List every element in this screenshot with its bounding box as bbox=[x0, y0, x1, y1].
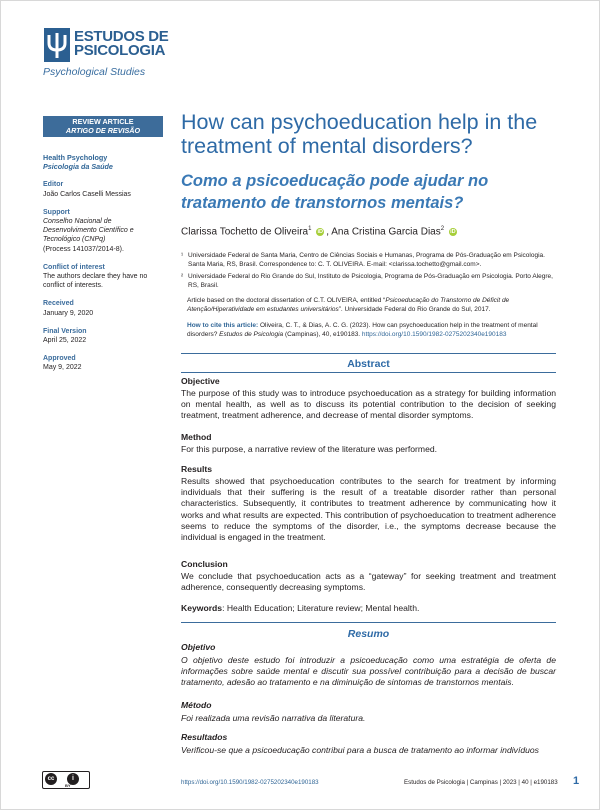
author-2-name: Ana Cristina Garcia Dias bbox=[331, 226, 441, 238]
conflict-value: The authors declare they have no conflict of interests. bbox=[43, 273, 148, 290]
attribution-icon: i bbox=[67, 773, 79, 785]
author-list: Clarissa Tochetto de Oliveira$^1$ iD , Ana Cristina Garcia Dias$^2$ iD bbox=[181, 226, 456, 238]
subject-area-pt: Psicologia da Saúde bbox=[43, 162, 113, 172]
subject-area: Health Psychology bbox=[43, 153, 108, 162]
affiliation-1 bbox=[181, 252, 557, 269]
cc-by-label: BY bbox=[65, 783, 71, 788]
objective-heading: Objective bbox=[181, 376, 220, 386]
support-value: Conselho Nacional de Desenvolvimento Científico e Tecnológico (CNPq) bbox=[43, 218, 134, 244]
affiliation-1-number: ¹ bbox=[181, 252, 184, 259]
cc-license-badge[interactable] bbox=[42, 771, 90, 789]
method-text: For this purpose, a narrative review of the literature was performed. bbox=[181, 444, 438, 454]
orcid-icon[interactable]: iD bbox=[450, 229, 456, 236]
article-type-en: REVIEW ARTICLE bbox=[72, 117, 134, 126]
objetivo-text: O objetivo deste estudo foi introduzir a psicoeducação como uma estratégia de oferta de informações sobre saúde mental e discutir sua possível contribuição para a decisão de buscar tratamento, adesão ao tratamento e na diminuição de sintomas de transtornos mentais. bbox=[181, 655, 556, 688]
note-pre: Article based on the doctoral dissertation of C.T. OLIVEIRA, entitled “ bbox=[187, 297, 386, 304]
logo-wordmark bbox=[74, 30, 204, 58]
article-type-badge bbox=[43, 116, 163, 137]
logo-line1: ESTUDOS DE bbox=[74, 28, 169, 45]
keywords bbox=[181, 603, 556, 613]
cite-label: How to cite this article: bbox=[187, 322, 259, 329]
editor-value: João Carlos Caselli Messias bbox=[43, 190, 131, 198]
psi-logo-icon bbox=[44, 28, 70, 62]
dissertation-note bbox=[187, 297, 559, 314]
metodo-heading: Método bbox=[181, 700, 212, 710]
received-date: January 9, 2020 bbox=[43, 309, 94, 317]
logo-line2: PSICOLOGIA bbox=[74, 42, 166, 59]
method-heading: Method bbox=[181, 432, 212, 442]
resultados-text: Verificou-se que a psicoeducação contribui para a busca de tratamento ao informar indivíduos bbox=[181, 745, 539, 755]
footer-doi-link[interactable]: https://doi.org/10.1590/1982-0275202340e190183 bbox=[181, 779, 319, 786]
page-number: 1 bbox=[573, 775, 580, 787]
conflict-label: Conflict of interest bbox=[43, 263, 105, 271]
metodo-text: Foi realizada uma revisão narrativa da literatura. bbox=[181, 713, 366, 723]
resultados-heading: Resultados bbox=[181, 732, 228, 742]
author-1-sup: 1 bbox=[308, 226, 312, 232]
approved-label: Approved bbox=[43, 355, 76, 363]
author-2-sup: 2 bbox=[440, 226, 445, 232]
note-post: ”. Universidade Federal do Rio Grande do Sul, 2017. bbox=[338, 305, 491, 313]
article-subtitle-pt: Como a psicoeducação pode ajudar no tratamento de transtornos mentais? bbox=[181, 172, 489, 212]
final-version-label: Final Version bbox=[43, 327, 87, 335]
support-process: (Process 141037/2014-8). bbox=[43, 245, 124, 253]
how-to-cite bbox=[187, 322, 559, 339]
editor-label: Editor bbox=[43, 181, 64, 189]
conclusion-heading: Conclusion bbox=[181, 559, 228, 569]
author-1-name: Clarissa Tochetto de Oliveira bbox=[181, 226, 309, 238]
orcid-icon[interactable]: iD bbox=[317, 229, 323, 236]
abstract-rule-top bbox=[181, 353, 556, 354]
abstract-rule-bottom bbox=[181, 372, 556, 373]
note-title: Psicoeducação do Transtorno de Déficit de Atenção/Hiperatividade em estudantes universitários bbox=[187, 297, 510, 313]
cite-doi-link[interactable]: https://doi.org/10.1590/1982-0275202340e190183 bbox=[361, 330, 507, 338]
resumo-rule bbox=[181, 622, 556, 623]
cc-icon: cc bbox=[45, 773, 57, 785]
results-text: Results showed that psychoeducation contributes to the search for treatment by informing individuals that their suffering is the result of a treatable disorder rather than personal characteristics. Subsequently, it contributes to treatment adherence by communicating how it works and what results are expected. This contribution of psychoeducation to treatment adherence seems to reduce the symptoms of the disorder, i.e., the symptoms decrease because the individual is engaged in the treatment. bbox=[181, 476, 556, 543]
affiliation-1-text: Universidade Federal de Santa Maria, Centro de Ciências Sociais e Humanas, Programa de Pós-Graduação em Psicologia. Santa Maria, RS, Brasil. Correspondence to: C. T. OLIVEIRA. E-mail: <clarissa.tochetto@gmail.com>. bbox=[188, 252, 545, 268]
affiliation-2-text: Universidade Federal do Rio Grande do Sul, Instituto de Psicologia, Programa de Pós-Graduação em Psicologia. Porto Alegre, RS, Brasil. bbox=[188, 273, 553, 289]
article-title: How can psychoeducation help in the treatment of mental disorders? bbox=[181, 110, 538, 158]
resumo-heading: Resumo bbox=[347, 628, 390, 640]
article-type-pt: ARTIGO DE REVISÃO bbox=[65, 126, 141, 135]
keywords-text: : Health Education; Literature review; Mental health. bbox=[222, 603, 420, 613]
conclusion-text: We conclude that psychoeducation acts as a “gateway” for seeking treatment and treatment adherence, consequently decreasing symptoms. bbox=[181, 571, 556, 593]
cite-journal: Estudos de Psicologia bbox=[219, 330, 284, 338]
final-version-date: April 25, 2022 bbox=[43, 337, 87, 345]
abstract-heading: Abstract bbox=[347, 358, 390, 370]
footer-journal-info: Estudos de Psicologia | Campinas | 2023 | 40 | e190183 bbox=[404, 779, 558, 786]
affiliation-2 bbox=[181, 273, 557, 290]
cite-text: Oliveira, C. T., & Dias, A. C. G. (2023). How can psychoeducation help in the treatment of mental disorders? bbox=[187, 322, 538, 338]
results-heading: Results bbox=[181, 464, 213, 474]
affiliation-2-number: ² bbox=[181, 273, 184, 280]
support-label: Support bbox=[43, 208, 70, 216]
received-label: Received bbox=[43, 300, 74, 308]
keywords-label: Keywords bbox=[181, 603, 223, 613]
sidebar bbox=[43, 116, 163, 373]
logo-subtitle: Psychological Studies bbox=[43, 66, 146, 78]
approved-date: May 9, 2022 bbox=[43, 364, 82, 372]
objective-text: The purpose of this study was to introduce psychoeducation as a strategy for building information on mental health, as well as to discuss its potential contribution to the decision of seeking treatment, treatment adherence, and decrease of mental disorder symptoms. bbox=[181, 388, 556, 421]
objetivo-heading: Objetivo bbox=[181, 642, 216, 652]
cite-volume: (Campinas), 40, e190183. bbox=[284, 330, 361, 338]
